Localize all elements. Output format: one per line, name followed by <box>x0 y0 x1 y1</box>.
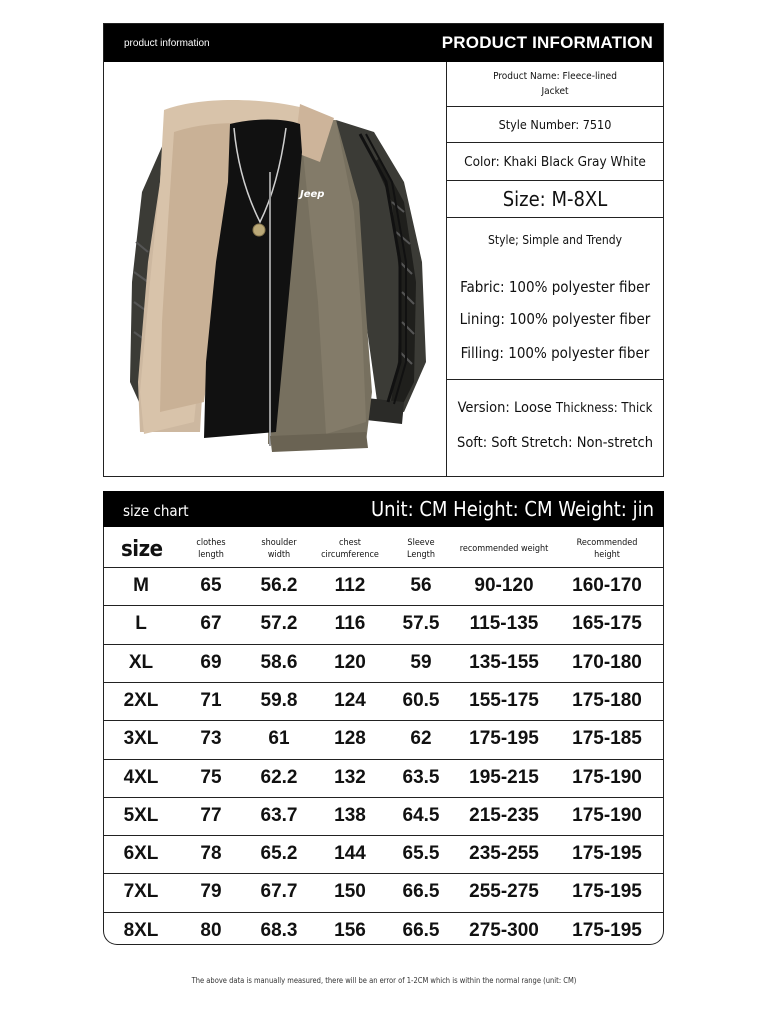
soft-text: Soft: Soft <box>457 435 517 451</box>
product-info-subtitle: product information <box>124 38 210 49</box>
style-number: Style Number: 7510 <box>498 117 612 132</box>
column-header-line2: width <box>267 550 291 560</box>
row-divider <box>104 682 663 683</box>
column-header-line1: chest <box>339 538 361 548</box>
column-header-line2: Length <box>407 550 435 560</box>
jeep-logo: Jeep <box>300 189 325 200</box>
product-info-header <box>104 24 663 62</box>
table-cell: 175-195 <box>572 919 642 941</box>
table-cell: 65.5 <box>402 843 440 865</box>
size-chart-units: Unit: CM Height: CM Weight: jin <box>370 497 654 521</box>
table-cell: 128 <box>334 728 366 750</box>
column-header-line2: height <box>594 550 620 560</box>
table-cell: 62 <box>410 728 432 750</box>
row-divider <box>104 912 663 913</box>
table-cell: 60.5 <box>402 689 440 711</box>
product-info-panel <box>103 23 664 477</box>
row-divider <box>104 720 663 721</box>
size-chart <box>103 491 664 946</box>
table-cell: 65 <box>200 575 222 596</box>
row-divider <box>104 797 663 798</box>
size-cell-label: XL <box>128 651 154 673</box>
table-cell: 59 <box>410 651 432 673</box>
size-text: Size: M-8XL <box>502 187 608 211</box>
table-cell: 63.5 <box>402 766 440 788</box>
table-cell: 124 <box>334 689 366 711</box>
table-cell: 175-195 <box>572 881 642 903</box>
table-cell: 69 <box>200 651 222 673</box>
filling-text: Filling: 100% polyester fiber <box>460 344 650 362</box>
size-cell-label: 5XL <box>123 804 159 826</box>
table-cell: 62.2 <box>260 766 298 788</box>
lining-text: Lining: 100% polyester fiber <box>459 310 651 328</box>
table-cell: 67 <box>200 613 222 635</box>
table-cell: 68.3 <box>260 919 298 941</box>
table-cell: 215-235 <box>469 804 539 826</box>
style-text: Style; Simple and Trendy <box>488 233 622 247</box>
table-cell: 61 <box>268 728 290 750</box>
table-cell: 138 <box>334 804 366 826</box>
column-header <box>376 537 466 561</box>
table-cell: 66.5 <box>402 919 440 941</box>
table-cell: 175-195 <box>469 728 539 750</box>
material-cell <box>447 218 663 380</box>
color-text: Color: Khaki Black Gray White <box>464 153 646 170</box>
table-cell: 112 <box>334 575 366 596</box>
table-cell: 80 <box>200 919 222 941</box>
table-cell: 275-300 <box>469 919 539 941</box>
size-chart-header <box>103 491 664 527</box>
row-divider <box>104 605 663 606</box>
product-name-cell <box>447 62 663 107</box>
version-line <box>447 400 663 416</box>
column-header-line2: length <box>198 550 224 560</box>
table-cell: 56.2 <box>260 575 298 596</box>
column-header <box>562 537 652 561</box>
version-text: Version: Loose <box>457 400 552 416</box>
table-cell: 65.2 <box>260 843 298 865</box>
table-cell: 79 <box>200 881 222 903</box>
table-cell: 90-120 <box>474 575 534 596</box>
table-cell: 58.6 <box>260 651 298 673</box>
table-cell: 132 <box>334 766 366 788</box>
size-chart-title: size chart <box>123 502 189 520</box>
column-header-line2: circumference <box>321 550 379 560</box>
size-cell-label: 7XL <box>123 881 159 903</box>
size-cell-label: 6XL <box>123 843 159 865</box>
table-cell: 144 <box>334 843 366 865</box>
table-cell: 57.2 <box>260 613 298 635</box>
table-cell: 175-185 <box>572 728 642 750</box>
size-table <box>103 527 664 945</box>
size-cell-label: 2XL <box>123 689 159 711</box>
table-cell: 57.5 <box>402 613 440 635</box>
column-header-line1: shoulder <box>261 538 297 548</box>
table-cell: 63.7 <box>260 804 298 826</box>
column-header-line1: recommended weight <box>459 544 549 554</box>
jacket-photo <box>104 62 447 476</box>
table-cell: 165-175 <box>572 613 642 635</box>
product-name-line1: Product Name: Fleece-lined <box>493 71 617 82</box>
table-cell: 116 <box>334 613 366 635</box>
table-cell: 115-135 <box>469 613 539 635</box>
size-cell-label: 3XL <box>123 728 159 750</box>
table-cell: 56 <box>410 575 432 596</box>
table-cell: 170-180 <box>572 651 642 673</box>
size-cell <box>447 181 663 218</box>
style-number-cell <box>447 107 663 143</box>
size-column-header: size <box>121 537 163 562</box>
table-cell: 120 <box>334 651 366 673</box>
size-cell-label: L <box>135 613 147 635</box>
row-divider <box>104 835 663 836</box>
table-cell: 155-175 <box>469 689 539 711</box>
column-header-line1: Sleeve <box>407 538 435 548</box>
table-cell: 135-155 <box>469 651 539 673</box>
thickness-text: Thickness: Thick <box>555 401 653 416</box>
table-cell: 73 <box>200 728 222 750</box>
row-divider <box>104 873 663 874</box>
row-divider <box>104 567 663 568</box>
table-cell: 66.5 <box>402 881 440 903</box>
column-header-line1: clothes <box>196 538 226 548</box>
row-divider <box>104 759 663 760</box>
product-info-title: PRODUCT INFORMATION <box>441 33 653 52</box>
table-cell: 195-215 <box>469 766 539 788</box>
column-header <box>459 543 549 555</box>
table-cell: 175-190 <box>572 766 642 788</box>
table-cell: 77 <box>200 804 222 826</box>
table-cell: 64.5 <box>402 804 440 826</box>
measurement-footnote: The above data is manually measured, there will be an error of 1-2CM which is within the normal range (unit: CM) <box>191 976 577 985</box>
table-cell: 150 <box>334 881 366 903</box>
table-cell: 175-180 <box>572 689 642 711</box>
fabric-text: Fabric: 100% polyester fiber <box>460 278 650 296</box>
table-cell: 175-190 <box>572 804 642 826</box>
row-divider <box>104 644 663 645</box>
size-cell-label: M <box>133 575 149 596</box>
product-name-line2: Jacket <box>541 86 569 97</box>
fit-cell <box>447 380 663 476</box>
table-cell: 255-275 <box>469 881 539 903</box>
table-cell: 78 <box>200 843 222 865</box>
table-cell: 156 <box>334 919 366 941</box>
softness-line <box>447 435 663 451</box>
column-header-line1: Recommended <box>576 538 638 548</box>
size-cell-label: 8XL <box>123 919 159 941</box>
table-cell: 59.8 <box>260 689 298 711</box>
table-cell: 67.7 <box>260 881 298 903</box>
size-cell-label: 4XL <box>123 766 159 788</box>
table-cell: 160-170 <box>572 575 642 596</box>
table-cell: 175-195 <box>572 843 642 865</box>
stretch-text: Stretch: Non-stretch <box>521 435 653 451</box>
table-cell: 235-255 <box>469 843 539 865</box>
table-cell: 71 <box>200 689 222 711</box>
color-cell <box>447 143 663 181</box>
table-cell: 75 <box>200 766 222 788</box>
